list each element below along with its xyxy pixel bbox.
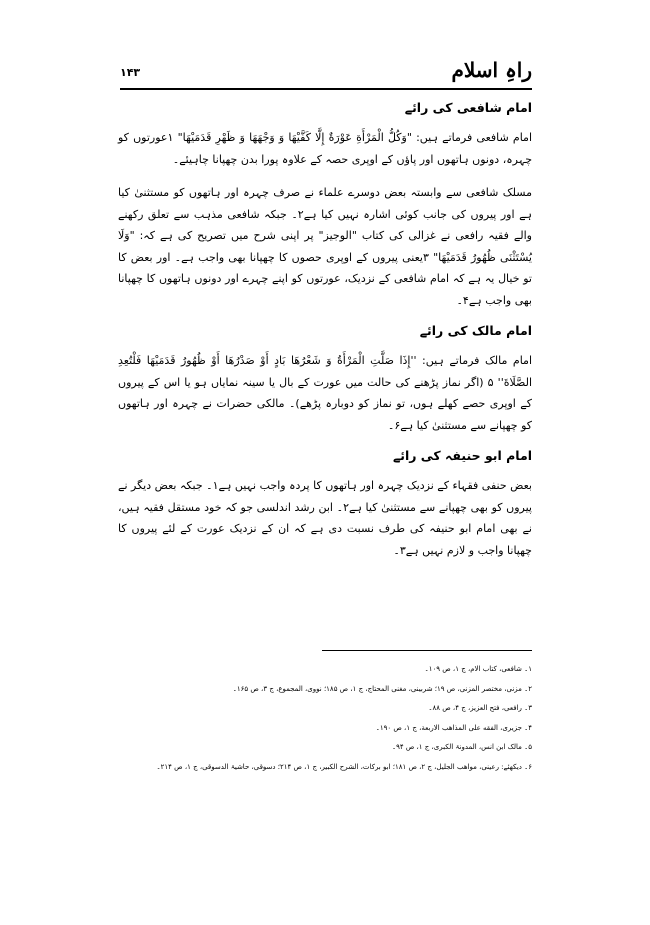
footnote: ۱۔ شافعی، کتاب الام، ج ۱، ص ۱۰۹۔ — [424, 665, 532, 673]
main-content — [118, 100, 532, 573]
paragraph: بعض حنفی فقہاء کے نزدیک چہرہ اور ہاتھوں کا پردہ واجب نہیں ہے۱۔ جبکہ بعض دیگر نے پیروں کو بھی چھپانے سے مستثنیٰ کیا ہے۲۔ ابن رشد اندلسی جو کہ خود مستقل فقیہ ہیں، نے بھی امام ابو حنیفہ کی طرف نسبت دی ہے کہ ان کے نزدیک عورت کے لئے پیروں کا چھپانا واجب و لازم نہیں ہے۳۔ — [118, 479, 532, 557]
running-title: راہِ اسلام — [451, 58, 532, 82]
footnote: ۶۔ دیکھئے: رعینی، مواهب الجلیل، ج ۲، ص ۱۸۱؛ ابو برکات، الشرح الکبیر، ج ۱، ص ۲۱۴؛ دسوقی، حاشیۃ الدسوقی، ج ۱، ص ۲۱۴۔ — [156, 762, 532, 771]
page-header — [120, 52, 532, 96]
section-shafii — [118, 100, 532, 311]
section-heading: امام مالک کی رائے — [419, 323, 532, 338]
paragraph: امام مالک فرماتے ہیں: ''إِذَا صَلَّتِ الْمَرْأَةُ وَ شَعْرُهَا بَادٍ أَوْ صَدْرُهَا أَوْ ظُهُورُ قَدَمَيْهَا فَلْتُعِدِ الصَّلَاةَ'' ۵ (اگر نماز پڑھنے کی حالت میں عورت کے بال یا سینہ نمایاں ہو یا اس کے پیروں کے اوپری حصے کھلے ہوں، تو نماز کو دوبارہ پڑھے)۔ مالکی حضرات نے چہرہ اور ہاتھوں کو چھپانے سے مستثنیٰ کیا ہے۶۔ — [118, 354, 532, 432]
paragraph: امام شافعی فرماتے ہیں: "وَكُلُّ الْمَرْأَةِ عَوْرَةٌ إِلَّا كَفَّيْهَا وَ وَجْهَهَا وَ ظَهْرِ قَدَمَيْهَا" ۱عورتوں کو چہرہ، دونوں ہاتھوں اور پاؤں کے اوپری حصہ کے علاوہ پورا بدن چھپانا چاہیئے۔ — [118, 131, 532, 166]
section-heading: امام ابو حنیفہ کی رائے — [392, 448, 532, 463]
section-heading: امام شافعی کی رائے — [404, 100, 532, 115]
header-rule — [120, 88, 532, 90]
section-malik — [118, 323, 532, 436]
footnotes — [118, 660, 532, 778]
footnote: ۴۔ جزیری، الفقه علی المذاهب الاربعة، ج ۱، ص ۱۹۰۔ — [375, 723, 532, 732]
footnote-rule — [322, 650, 532, 651]
footnote: ۲۔ مزنی، مختصر المزنی، ص ۱۹؛ شربینی، مغنی المحتاج، ج ۱، ص ۱۸۵؛ نووی، المجموع، ج ۳، ص ۱۶۵۔ — [232, 684, 532, 693]
paragraph: مسلک شافعی سے وابستہ بعض دوسرے علماء نے صرف چہرہ اور ہاتھوں کو مستثنیٰ کیا ہے اور پیروں کی جانب کوئی اشارہ نہیں کیا ہے۲۔ جبکہ شافعی مذہب سے تعلق رکھنے والے فقیہ رافعی نے غزالی کی کتاب "الوجیز" پر اپنی شرح میں تصریح کی ہے کہ: "وَلَا يُسْتَثْنَى ظُهُورُ قَدَمَيْهَا" ۳یعنی پیروں کے اوپری حصوں کا چھپانا بھی واجب ہے۔ اور بعض کا تو خیال یہ ہے کہ امام شافعی کے نزدیک، عورتوں کو اپنے چہرے اور دونوں ہاتھوں کا چھپانا بھی واجب ہے۴۔ — [118, 186, 532, 307]
footnote: ۳۔ رافعی، فتح العزیز، ج ۴، ص ۸۸۔ — [428, 704, 532, 713]
section-abu-hanifa — [118, 448, 532, 561]
page-number: ۱۴۳ — [120, 66, 141, 79]
footnote: ۵۔ مالک ابن انس، المدونۃ الکبری، ج ۱، ص ۹۴۔ — [391, 743, 532, 752]
